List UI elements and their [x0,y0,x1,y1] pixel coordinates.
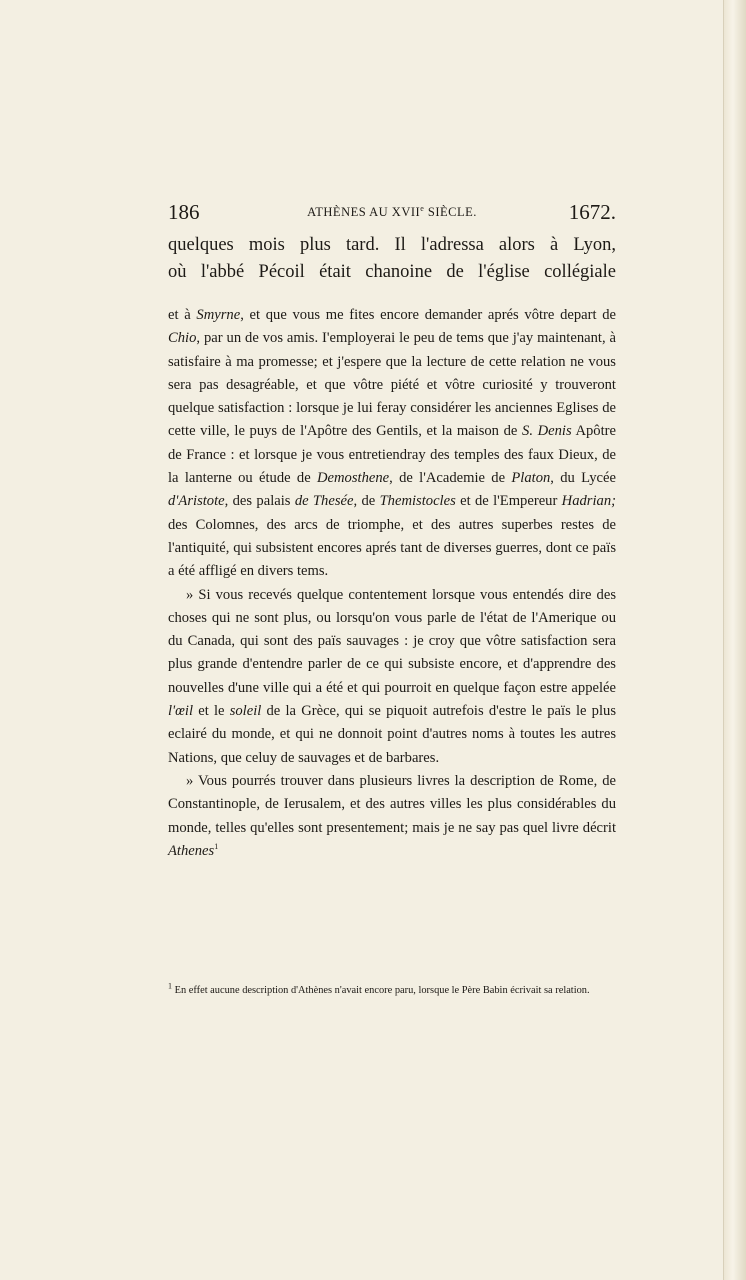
italic-term: Hadrian; [561,493,616,510]
footnote-body: En effet aucune description d'Athènes n'avait encore paru, lorsque le Père Babin écrivait sa relation. [172,985,590,996]
letter-paragraph-2: » Si vous recevés quelque contentement lorsque vous entendés dire des choses qui ne sont plus, ou lorsqu'on vous parle de l'état de l'Amerique ou du Canada, qui sont des païs sauvages : je croy que vôtre satisfaction sera plus grande d'entendre parler de ce qui subsiste encore, et d'apprendre des nouvelles d'une ville qui a été et qui pourroit en quelque façon estre appelée l'œil et le soleil de la Grèce, qui se piquoit autrefois d'estre le païs le plus eclairé du monde, et qui ne donnoit point d'autres noms à toutes les autres Nations, que celuy de sauvages et de barbares. [168,586,617,766]
running-title-end: SIÈCLE. [424,205,477,219]
running-title-main: ATHÈNES AU XVII [307,205,421,219]
italic-term: Athenes [168,842,215,859]
italic-term: l'œil [168,703,194,720]
intro-text [168,232,616,286]
year: 1672. [568,200,616,224]
page-number: 186 [168,200,200,224]
footnote-ref: 1 [214,841,219,851]
letter-paragraph-1: et à Smyrne, et que vous me fites encore demander aprés vôtre depart de Chio, par un de vos amis. I'employerai le peu de tems que j'ay maintenant, à satisfaire à ma promesse; et j'espere que la lecture de cette relation ne vous sera pas desagréable, et que vôtre piété et vôtre curiosité y trouveront quelque satisfaction : lorsque je lui feray considérer les anciennes Eglises de cette ville, le puys de l'Apôtre des Gentils, et la maison de S. Denis Apôtre de France : et lorsque je vous entretiendray des temples des faux Dieux, de la lanterne ou étude de Demosthene, de l'Academie de Platon, du Lycée d'Aristote, des palais de Thesée, de Themistocles et de l'Empereur Hadrian; des Colomnes, des arcs de triomphe, et des autres superbes restes de l'antiquité, qui subsistent encores aprés tant de diverses guerres, dont ce païs a été affligé en divers tems. [168,307,617,580]
running-title-sup: e [420,203,425,213]
italic-term: d'Aristote [168,493,225,510]
running-header [168,200,616,230]
page-edge [723,0,746,1280]
letter-paragraph-3: » Vous pourrés trouver dans plusieurs livres la description de Rome, de Constantinople, de Ierusalem, et des autres villes les plus considérables du monde, telles qu'elles sont presentement; mais je ne say pas quel livre décrit Athenes$^1$ [168,772,616,859]
italic-term: Smyrne [196,307,241,323]
intro-line-1: quelques mois plus tard. Il l'adressa alors à Lyon, [168,235,616,255]
footnote-marker: 1 [168,981,172,991]
italic-term: Chio [168,330,197,347]
italic-term: Demosthene [317,470,390,487]
italic-term: S. Denis [522,423,572,440]
footnote-text [168,982,616,999]
letter-body [168,304,616,863]
intro-line-2: où l'abbé Pécoil était chanoine de l'église collégiale [168,262,616,282]
italic-term: Themistocles [379,493,456,510]
running-title [168,205,616,220]
italic-term: de Thesée [294,493,354,510]
italic-term: soleil [229,703,262,720]
footnote [168,982,616,999]
italic-term: Platon [511,470,551,487]
